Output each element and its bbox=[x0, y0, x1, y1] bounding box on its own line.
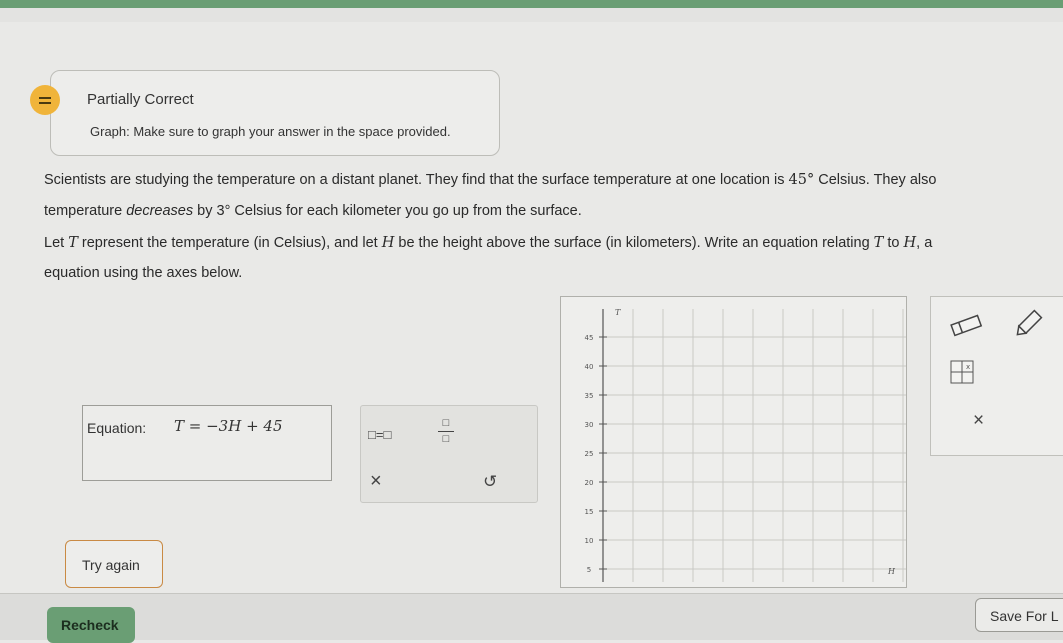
y-tick-label: 45 bbox=[584, 334, 594, 342]
surface-temperature-value: 45° bbox=[788, 172, 815, 188]
top-progress-bar bbox=[0, 0, 1063, 8]
problem-text: Celsius. They also bbox=[814, 172, 937, 188]
problem-text: Scientists are studying the temperature on a distant planet. They find that the surface temperature at one location is bbox=[44, 172, 789, 188]
problem-text: temperature bbox=[44, 203, 127, 219]
save-for-later-button[interactable]: Save For L bbox=[975, 598, 1063, 632]
equation-label: Equation: bbox=[87, 420, 147, 436]
feedback-title: Partially Correct bbox=[87, 91, 194, 108]
equation-input[interactable]: T = −3H + 45 bbox=[174, 417, 283, 435]
variable-h: H bbox=[381, 235, 395, 251]
problem-text: represent the temperature (in Celsius), and let bbox=[77, 235, 382, 251]
header-strip bbox=[0, 8, 1063, 22]
undo-icon[interactable]: ↺ bbox=[483, 472, 498, 491]
problem-line-1 bbox=[44, 172, 936, 188]
problem-text: be the height above the surface (in kilometers). Write an equation relating bbox=[394, 235, 874, 251]
emphasis-text: decreases bbox=[126, 203, 194, 219]
eraser-icon[interactable] bbox=[948, 312, 984, 338]
rate-value: 3° bbox=[216, 203, 231, 219]
svg-text:x: x bbox=[966, 363, 971, 371]
y-axis-label: T bbox=[615, 308, 621, 317]
problem-text: Let bbox=[44, 235, 69, 251]
feedback-message: Graph: Make sure to graph your answer in the space provided. bbox=[90, 124, 451, 139]
equals-template-button[interactable]: □=□ bbox=[368, 427, 392, 442]
fraction-template-button[interactable]: □ □ bbox=[438, 417, 454, 446]
y-tick-label: 30 bbox=[584, 421, 594, 429]
bottom-bar bbox=[0, 593, 1063, 640]
y-tick-label: 5 bbox=[586, 566, 592, 574]
y-tick-label: 15 bbox=[584, 508, 594, 516]
problem-line-2 bbox=[44, 203, 582, 219]
problem-text: , a bbox=[916, 235, 933, 251]
graph-canvas[interactable] bbox=[561, 297, 906, 587]
warning-icon bbox=[30, 85, 60, 115]
problem-text: by bbox=[193, 203, 217, 219]
close-icon[interactable]: × bbox=[973, 410, 985, 431]
problem-text: Celsius for each kilometer you go up from the surface. bbox=[230, 203, 582, 219]
y-tick-label: 25 bbox=[584, 450, 594, 458]
variable-h: H bbox=[903, 235, 917, 251]
x-axis-label: H bbox=[888, 567, 895, 576]
y-tick-label: 40 bbox=[584, 363, 594, 371]
graph-area[interactable] bbox=[560, 296, 907, 588]
variable-t: T bbox=[68, 235, 78, 251]
problem-text: to bbox=[883, 235, 904, 251]
recheck-button[interactable]: Recheck bbox=[47, 607, 135, 643]
problem-line-3 bbox=[44, 235, 932, 251]
feedback-panel bbox=[50, 70, 500, 156]
y-tick-label: 10 bbox=[584, 537, 594, 545]
y-tick-label: 35 bbox=[584, 392, 594, 400]
variable-t: T bbox=[873, 235, 884, 251]
y-tick-label: 20 bbox=[584, 479, 594, 487]
table-icon[interactable] bbox=[950, 360, 974, 384]
try-again-button[interactable]: Try again bbox=[65, 540, 163, 588]
clear-button[interactable]: × bbox=[370, 470, 382, 492]
problem-line-4: equation using the axes below. bbox=[44, 265, 243, 281]
pencil-icon[interactable] bbox=[1012, 308, 1044, 340]
